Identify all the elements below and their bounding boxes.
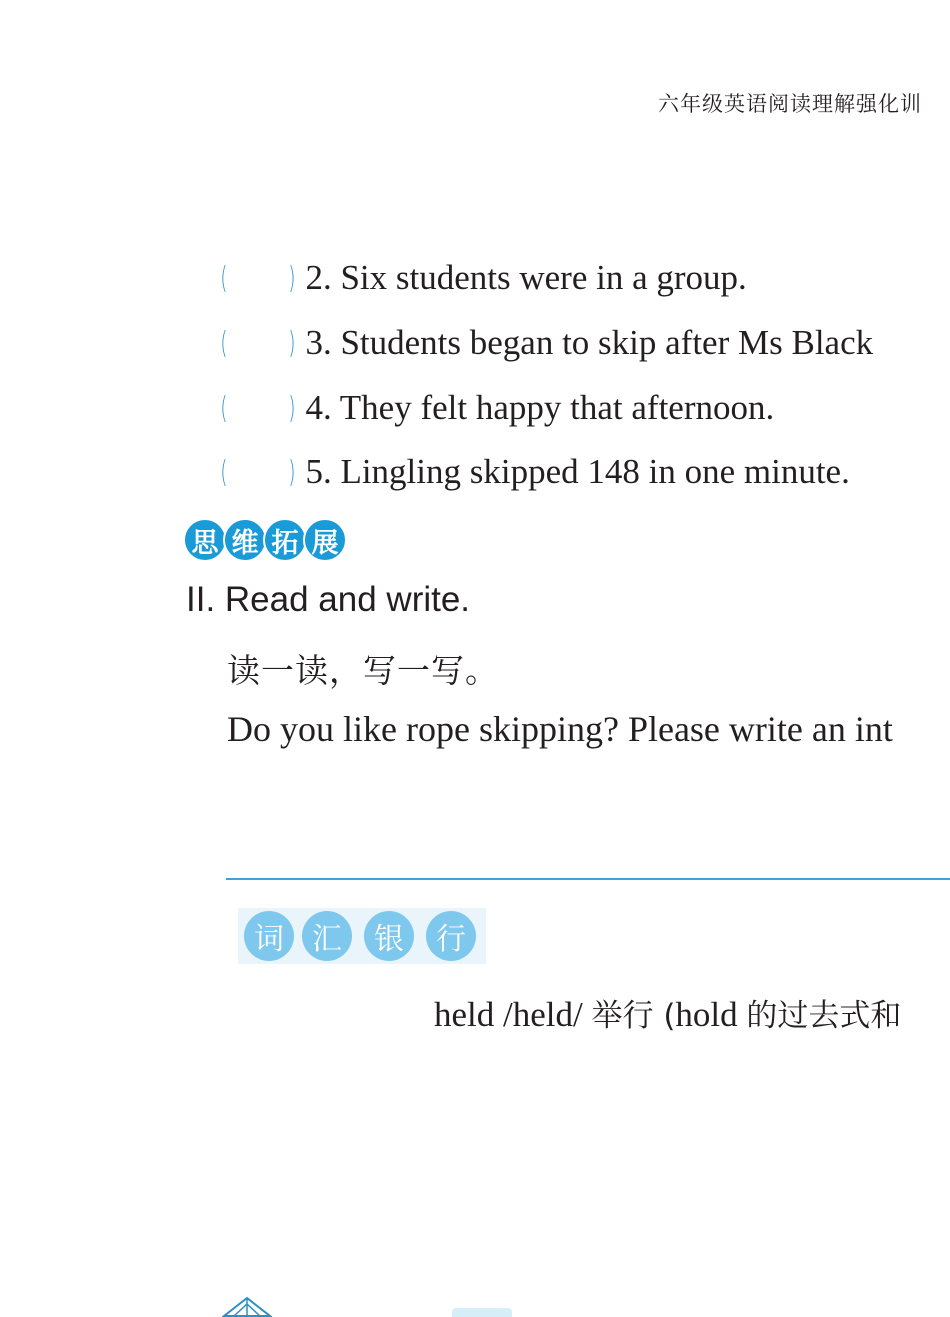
close-paren: ) — [288, 325, 296, 361]
open-paren: ( — [220, 325, 228, 361]
open-paren: ( — [220, 454, 228, 490]
banner-char: 拓 — [263, 518, 307, 562]
close-paren: ) — [288, 260, 296, 296]
close-paren: ) — [288, 454, 296, 490]
tf-item-text: 5. Lingling skipped 148 in one minute. — [305, 452, 850, 491]
vocab-gloss-tail: 的过去式和 — [746, 998, 902, 1034]
tf-item-2 — [218, 256, 747, 300]
vocab-note: hold — [675, 995, 747, 1034]
writing-prompt: Do you like rope skipping? Please write an int — [227, 709, 893, 749]
footer-decoration — [452, 1308, 512, 1317]
paper-boat-icon — [222, 1296, 272, 1317]
open-paren: ( — [220, 260, 228, 296]
bank-char: 银 — [364, 911, 414, 961]
section-divider — [226, 878, 950, 880]
bank-char: 行 — [426, 911, 476, 961]
running-header: 六年级英语阅读理解强化训 — [658, 92, 922, 116]
banner-char: 展 — [303, 518, 347, 562]
vocab-word: held /held/ — [434, 995, 592, 1034]
vocab-gloss: 举行 ( — [591, 998, 676, 1034]
bank-char: 词 — [244, 911, 294, 961]
tf-item-4 — [218, 386, 774, 430]
section-heading: II. Read and write. — [186, 580, 471, 619]
open-paren: ( — [220, 390, 228, 426]
tf-item-text: 2. Six students were in a group. — [305, 258, 747, 297]
tf-item-3 — [218, 321, 873, 365]
section-banner-thinking — [183, 518, 343, 562]
banner-char: 维 — [223, 518, 267, 562]
banner-char: 思 — [183, 518, 227, 562]
vocab-entry — [434, 990, 901, 1035]
tf-item-5 — [218, 450, 850, 494]
section-instruction: 读一读，写一写。 — [227, 651, 499, 690]
bank-char: 汇 — [302, 911, 352, 961]
tf-item-text: 3. Students began to skip after Ms Black — [305, 323, 874, 362]
close-paren: ) — [288, 390, 296, 426]
word-bank-banner — [238, 908, 486, 964]
tf-item-text: 4. They felt happy that afternoon. — [305, 388, 775, 427]
